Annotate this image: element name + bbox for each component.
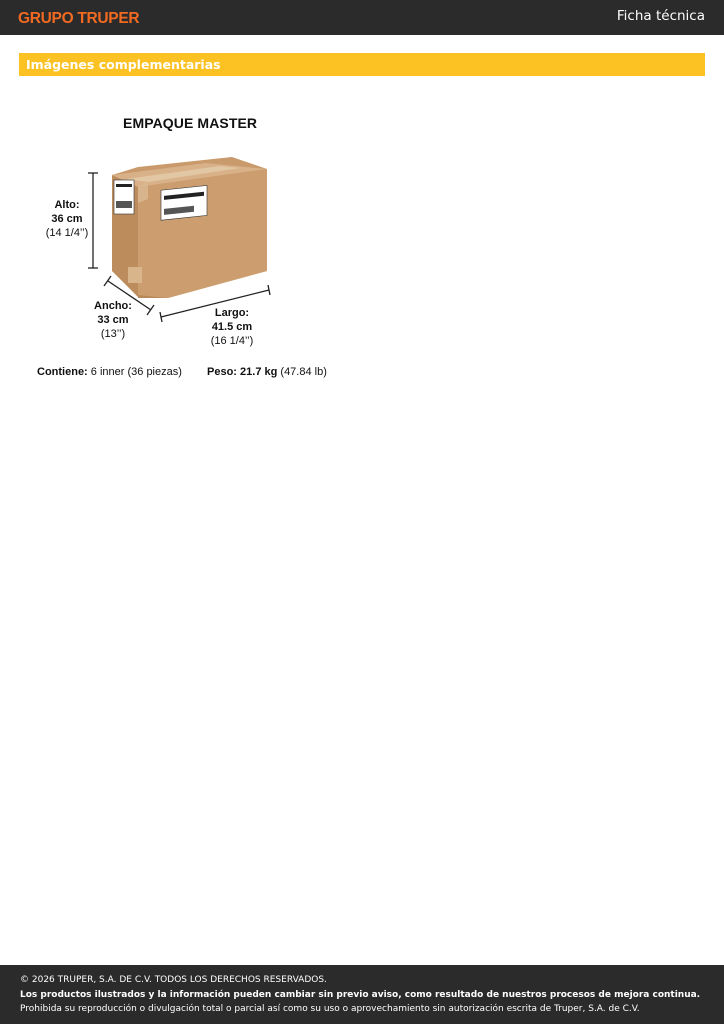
length-value: 41.5 cm [211, 321, 253, 333]
footer-notice: Los productos ilustrados y la información pueden cambiar sin previo aviso, como resultado de nuestros procesos de mejora continua. [20, 990, 701, 1000]
page-header [0, 0, 724, 35]
width-caption: Ancho: [94, 300, 132, 312]
length-imperial: (16 1/4’’) [210, 335, 254, 347]
section-title: Imágenes complementarias [26, 57, 221, 72]
height-imperial: (14 1/4’’) [45, 227, 89, 239]
footer-prohibition: Prohibida su reproducción o divulgación total o parcial así como su uso o aprovechamiento sin autorización escrita de Truper, S.A. de C.V. [20, 1004, 640, 1014]
master-packaging-figure [30, 105, 330, 395]
weight-imperial: (47.84 lb) [280, 366, 327, 378]
page-footer [0, 965, 724, 1024]
doc-type-title: Ficha técnica [616, 8, 705, 24]
weight-value: 21.7 kg [240, 366, 278, 378]
contents-info [37, 366, 182, 378]
height-value: 36 cm [51, 213, 83, 225]
contents-caption: Contiene: [37, 366, 88, 378]
section-header [19, 53, 705, 76]
weight-caption: Peso: [207, 366, 237, 378]
footer-copyright: © 2026 TRUPER, S.A. DE C.V. TODOS LOS DERECHOS RESERVADOS. [20, 975, 327, 985]
width-value: 33 cm [97, 314, 129, 326]
length-label [208, 306, 256, 348]
height-label [44, 198, 90, 240]
packaging-title: EMPAQUE MASTER [123, 115, 258, 131]
brand-logo: GRUPO TRUPER [18, 10, 140, 27]
width-label [92, 299, 134, 341]
height-caption: Alto: [54, 199, 80, 211]
width-imperial: (13’’) [100, 328, 126, 340]
length-caption: Largo: [214, 307, 250, 319]
weight-info [207, 366, 327, 378]
contents-value: 6 inner (36 piezas) [90, 366, 182, 378]
